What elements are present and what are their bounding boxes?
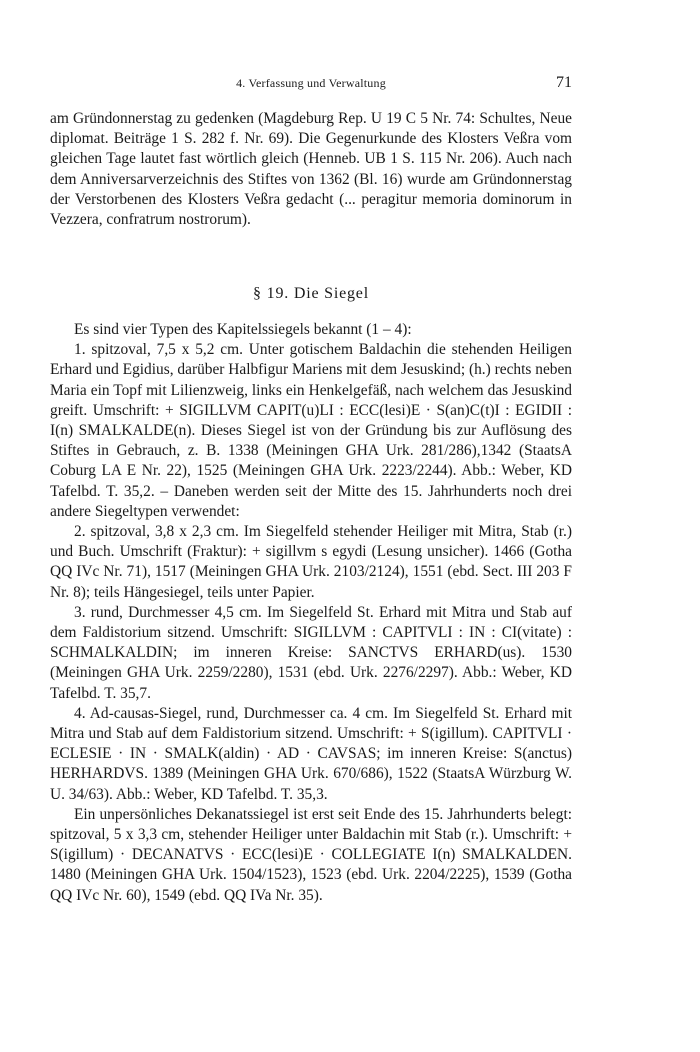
paragraph-seal-3: 3. rund, Durchmesser 4,5 cm. Im Siegelfeld St. Erhard mit Mitra und Stab auf dem Faldistorium sitzend. Umschrift: SIGILLVM : CAPITVLI : IN : CI(vitate) : SCHMALKALDIN; im inneren Kreise: SANCTVS ERHARD(us). 1530 (Meiningen GHA Urk. 2259/2280), 1531 (ebd. Urk. 2276/2297). Abb.: Weber, KD Tafelbd. T. 35,7. [50,603,572,702]
intro-text [50,109,572,230]
section-body [50,320,572,906]
paragraph-seal-2: 2. spitzoval, 3,8 x 2,3 cm. Im Siegelfeld stehender Heiliger mit Mitra, Stab (r.) und Buch. Umschrift (Fraktur): + sigillvm s egydi (Lesung unsicher). 1466 (Gotha QQ IVc Nr. 71), 1517 (Meiningen GHA Urk. 2103/2124), 1551 (ebd. Sect. III 203 F Nr. 8); teils Hängesiegel, teils unter Papier. [50,523,572,601]
running-head: 4. Verfassung und Verwaltung [236,76,386,90]
section-heading: § 19. Die Siegel [253,285,369,302]
page-header [50,74,572,94]
paragraph-seal-1: 1. spitzoval, 7,5 x 5,2 cm. Unter gotischem Baldachin die stehenden Heiligen Erhard und Egidius, darüber Halbfigur Mariens mit dem Jesuskind; (h.) rechts neben Maria ein Topf mit Lilienzweig, links ein Henkelgefäß, nach welchem das Jesuskind greift. Umschrift: + SIGILLVM CAPIT(u)LI : ECC(lesi)E · S(an)C(t)I : EGIDII : I(n) SMALKALDE(n). Dieses Siegel ist von der Gründung bis zur Auflösung des Stiftes in Gebrauch, z. B. 1338 (Meiningen GHA Urk. 281/286),1342 (StaatsA Coburg LA E Nr. 22), 1525 (Meiningen GHA Urk. 2223/2244). Abb.: Weber, KD Tafelbd. T. 35,2. – Daneben werden seit der Mitte des 15. Jahrhunderts noch drei andere Siegeltypen verwendet: [50,341,572,520]
page-number: 71 [556,74,572,91]
intro-paragraph: am Gründonnerstag zu gedenken (Magdeburg Rep. U 19 C 5 Nr. 74: Schultes, Neue diplomat. Beiträge 1 S. 282 f. Nr. 69). Die Gegenurkunde des Klosters Veßra vom gleichen Tage lautet fast wörtlich gleich (Henneb. UB 1 S. 115 Nr. 206). Auch nach dem Anniversarverzeichnis des Stiftes von 1362 (Bl. 16) wurde am Gründonnerstag der Verstorbenen des Klosters Veßra gedacht (... peragitur memoria dominorum in Vezzera, confratrum nostrorum). [50,110,572,229]
paragraph-overview: Es sind vier Typen des Kapitelssiegels bekannt (1 – 4): [74,321,412,338]
paragraph-seal-4: 4. Ad-causas-Siegel, rund, Durchmesser ca. 4 cm. Im Siegelfeld St. Erhard mit Mitra und Stab auf dem Faldistorium sitzend. Umschrift: + S(igillum). CAPITVLI · ECLESIE · IN · SMALK(aldin) · AD · CAVSAS; im inneren Kreise: S(anctus) HERHARDVS. 1389 (Meiningen GHA Urk. 670/686), 1522 (StaatsA Würzburg W. U. 34/63). Abb.: Weber, KD Tafelbd. T. 35,3. [50,704,572,803]
paragraph-dean-seal: Ein unpersönliches Dekanatssiegel ist erst seit Ende des 15. Jahrhunderts belegt: spitzoval, 5 x 3,3 cm, stehender Heiliger unter Baldachin mit Stab (r.). Umschrift: + S(igillum) · DECANATVS · ECC(lesi)E · COLLEGIATE I(n) SMALKALDEN. 1480 (Meiningen GHA Urk. 1504/1523), 1523 (ebd. Urk. 2204/2225), 1539 (Gotha QQ IVc Nr. 60), 1549 (ebd. QQ IVa Nr. 35). [50,805,572,904]
